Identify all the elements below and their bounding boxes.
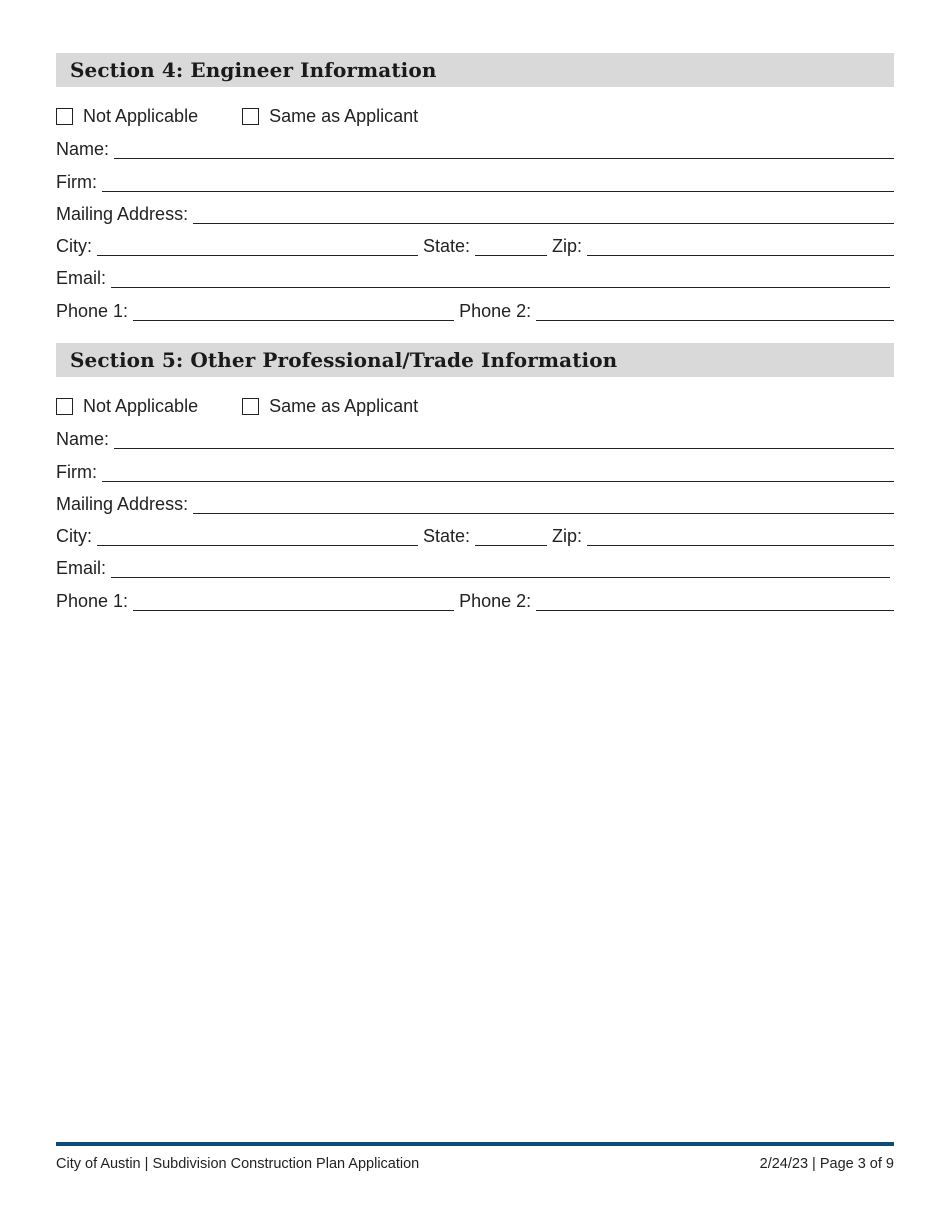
footer-divider — [56, 1142, 894, 1146]
mailing-address-row — [56, 486, 894, 518]
section-5-other-professional-information — [56, 343, 894, 615]
not-applicable-checkbox[interactable] — [56, 396, 198, 417]
email-field[interactable] — [111, 555, 890, 578]
not-applicable-label: Not Applicable — [83, 395, 199, 416]
firm-field[interactable] — [102, 169, 894, 192]
state-label: State: — [423, 526, 471, 547]
page-footer — [56, 1156, 894, 1172]
city-label: City: — [56, 526, 92, 547]
phone-2-label: Phone 2: — [459, 590, 532, 611]
email-row — [56, 260, 894, 292]
mailing-address-row — [56, 196, 894, 228]
email-row — [56, 550, 894, 582]
phone-2-label: Phone 2: — [459, 300, 532, 321]
firm-label: Firm: — [56, 461, 97, 482]
checkbox-box[interactable] — [56, 398, 73, 415]
footer-date-page: 2/24/23 | Page 3 of 9 — [759, 1156, 894, 1172]
same-as-applicant-checkbox[interactable] — [242, 106, 418, 127]
name-field[interactable] — [114, 426, 894, 449]
same-as-applicant-checkbox[interactable] — [242, 396, 418, 417]
name-field[interactable] — [114, 136, 894, 159]
city-label: City: — [56, 236, 92, 257]
name-row — [56, 131, 894, 163]
name-label: Name: — [56, 139, 110, 160]
firm-row — [56, 163, 894, 195]
phone-1-label: Phone 1: — [56, 590, 129, 611]
phone-2-field[interactable] — [536, 588, 894, 611]
same-as-applicant-label: Same as Applicant — [269, 105, 419, 126]
email-field[interactable] — [111, 265, 890, 288]
section-5-header — [56, 343, 894, 377]
phone-2-field[interactable] — [536, 298, 894, 321]
zip-field[interactable] — [587, 233, 894, 256]
phone-1-field[interactable] — [133, 588, 454, 611]
not-applicable-checkbox[interactable] — [56, 106, 198, 127]
state-field[interactable] — [475, 523, 547, 546]
section-4-options — [56, 101, 894, 131]
city-state-zip-row — [56, 228, 894, 260]
footer-document-title: City of Austin | Subdivision Construction Plan Application — [56, 1156, 420, 1172]
mailing-address-label: Mailing Address: — [56, 203, 189, 224]
phone-row — [56, 292, 894, 324]
name-row — [56, 421, 894, 453]
state-field[interactable] — [475, 233, 547, 256]
city-field[interactable] — [97, 233, 418, 256]
city-field[interactable] — [97, 523, 418, 546]
checkbox-box[interactable] — [56, 108, 73, 125]
same-as-applicant-label: Same as Applicant — [269, 395, 419, 416]
mailing-address-field[interactable] — [193, 201, 894, 224]
name-label: Name: — [56, 429, 110, 450]
city-state-zip-row — [56, 518, 894, 550]
email-label: Email: — [56, 268, 107, 289]
email-label: Email: — [56, 558, 107, 579]
phone-1-label: Phone 1: — [56, 300, 129, 321]
section-4-header — [56, 53, 894, 87]
phone-1-field[interactable] — [133, 298, 454, 321]
firm-label: Firm: — [56, 171, 97, 192]
section-5-title: Section 5: Other Professional/Trade Information — [70, 348, 618, 372]
section-4-title: Section 4: Engineer Information — [70, 58, 437, 82]
zip-label: Zip: — [552, 526, 583, 547]
not-applicable-label: Not Applicable — [83, 105, 199, 126]
checkbox-box[interactable] — [242, 108, 259, 125]
phone-row — [56, 582, 894, 614]
section-4-engineer-information — [56, 53, 894, 325]
section-5-options — [56, 391, 894, 421]
mailing-address-field[interactable] — [193, 491, 894, 514]
checkbox-box[interactable] — [242, 398, 259, 415]
firm-row — [56, 453, 894, 485]
state-label: State: — [423, 236, 471, 257]
zip-label: Zip: — [552, 236, 583, 257]
mailing-address-label: Mailing Address: — [56, 493, 189, 514]
firm-field[interactable] — [102, 459, 894, 482]
zip-field[interactable] — [587, 523, 894, 546]
